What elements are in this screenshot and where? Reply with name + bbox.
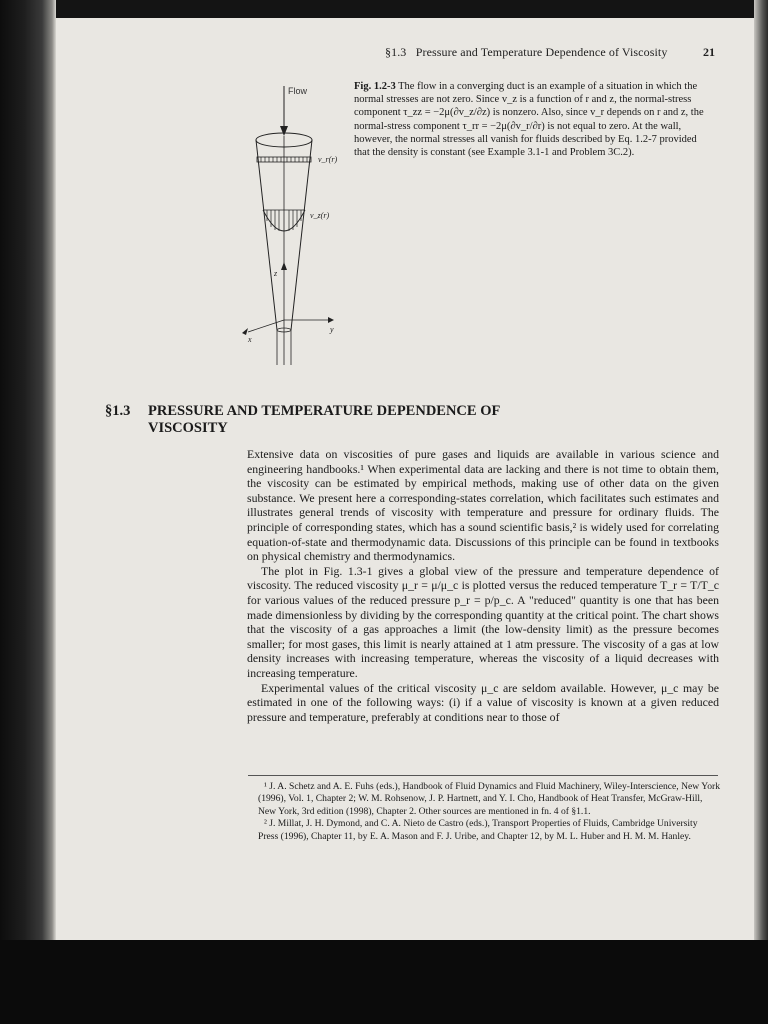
z-axis-label: z (274, 269, 278, 278)
z-axis-arrow (281, 262, 287, 270)
section-number: §1.3 (105, 403, 131, 419)
y-axis-arrow (328, 317, 334, 323)
x-axis-label: x (248, 335, 252, 344)
vr-label: v_r(r) (318, 155, 338, 164)
y-axis-label: y (330, 325, 334, 334)
x-axis-arrow (242, 328, 248, 335)
scan-right-edge (754, 0, 768, 1024)
footnote-divider (248, 775, 718, 776)
body-text (247, 447, 719, 724)
footnote-2: ² J. Millat, J. H. Dymond, and C. A. Nieto de Castro (eds.), Transport Properties of Fluids, Cambridge University Press (1996), Chapter 11, by E. A. Mason and F. J. Uribe, and Chapter 12, by M. L. Huber and H. M. M. Hanley. (258, 818, 698, 842)
scan-top-shadow (0, 0, 768, 18)
duct-left-wall (256, 140, 277, 330)
figure-caption (354, 80, 704, 159)
x-axis (248, 320, 284, 332)
footnote-1: ¹ J. A. Schetz and A. E. Fuhs (eds.), Handbook of Fluid Dynamics and Fluid Machinery, Wiley-Interscience, New York (1996), Vol. 1, Chapter 2; W. M. Rohsenow, J. P. Hartnett, and Y. I. Cho, Handbook of Heat Transfer, McGraw-Hill, New York, 3rd edition (1998), Chapter 2. Other sources are mentioned in fn. 4 of §1.1. (258, 781, 720, 817)
flow-label: Flow (288, 86, 308, 96)
running-head-title: §1.3 Pressure and Temperature Dependence of Viscosity (385, 45, 668, 59)
page-number: 21 (703, 45, 715, 59)
scan-bottom-shadow (0, 940, 768, 1024)
body-paragraph-3: Experimental values of the critical viscosity μ_c are seldom available. However, μ_c may be estimated in one of the following ways: (i) if a value of viscosity is known at a given reduced pressure and temperature, preferably at conditions near to those of (247, 680, 719, 724)
body-paragraph-1: Extensive data on viscosities of pure gases and liquids are available in various science and engineering handbooks.¹ When experimental data are lacking and there is not time to obtain them, the viscosity can be estimated by empirical methods, making use of other data on the given substance. We present here a corresponding-states correlation, which facilitates such estimates and illustrates general trends of viscosity with temperature and pressure for ordinary fluids. The principle of corresponding states, which has a sound scientific basis,² is widely used for correlating equation-of-state and thermodynamic data. Discussions of this principle can be found in textbooks on physical chemistry and thermodynamics. (247, 447, 719, 564)
footnotes (258, 781, 720, 843)
duct-right-wall (291, 140, 312, 330)
flow-arrow-head (280, 126, 288, 136)
figure-caption-text: The flow in a converging duct is an example of a situation in which the normal stresses are not zero. Since v_z is a function of r and z, the normal-stress component τ_zz = −2μ(∂v_z/∂z) is nonzero. Also, since v_r depends on r and z, the normal-stress component τ_rr = −2μ(∂v_r/∂r) is not equal to zero. At the wall, however, the normal stresses all vanish for fluids described by Eq. 1.2-7 provided that the density is constant (see Example 3.1-1 and Problem 3C.2). (354, 81, 704, 159)
scan-binding-shadow (0, 0, 56, 1024)
figure-caption-label: Fig. 1.2-3 (354, 81, 396, 92)
converging-duct-figure (230, 80, 360, 370)
running-head (385, 45, 715, 60)
vz-label: v_z(r) (310, 211, 330, 220)
section-title: PRESSURE AND TEMPERATURE DEPENDENCE OF VISCOSITY (148, 403, 500, 436)
body-paragraph-2: The plot in Fig. 1.3-1 gives a global view of the pressure and temperature dependence of viscosity. The reduced viscosity μ_r = μ/μ_c is plotted versus the reduced temperature T_r = T/T_c for various values of the reduced pressure p_r = p/p_c. A "reduced" quantity is one that has been made dimensionless by dividing by the corresponding quantity at the critical point. The chart shows that the viscosity of a gas approaches a limit (the low-density limit) as the pressure becomes smaller; for most gases, this limit is nearly attained at 1 atm pressure. The viscosity of a gas at low density increases with increasing temperature, whereas the viscosity of a liquid decreases with increasing temperature. (247, 563, 719, 680)
